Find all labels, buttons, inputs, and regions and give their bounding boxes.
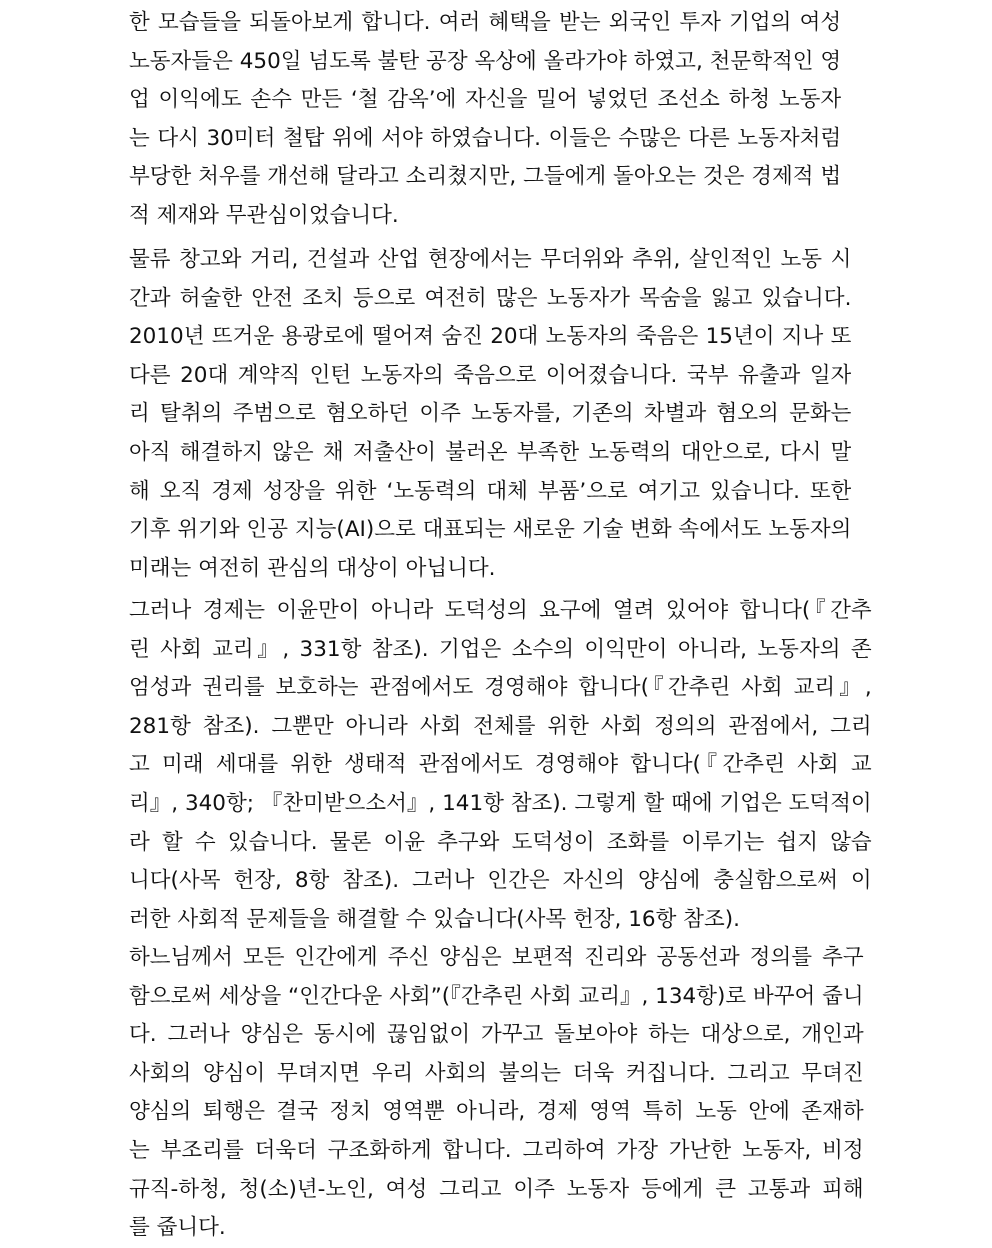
paragraph	[129, 939, 864, 1248]
text-line: 업 이익에도 손수 만든 ‘철 감옥’에 자신을 밀어 넣었던 조선소 하청 노동자	[129, 87, 842, 113]
text-line: 노동자들은 450일 넘도록 불탄 공장 옥상에 올라가야 하였고, 천문학적인 영	[129, 48, 842, 74]
text-line: 리』, 340항; 『찬미받으소서』, 141항 참조). 그렇게 할 때에 기업은 도덕적이	[129, 790, 872, 816]
text-line: 물류 창고와 거리, 건설과 산업 현장에서는 무더위와 추위, 살인적인 노동 시	[129, 247, 852, 272]
text-line: 2010년 뜨거운 용광로에 떨어져 숨진 20대 노동자의 죽음은 15년이 지나 또	[129, 324, 852, 350]
paragraph	[129, 4, 841, 236]
text-line: 고 미래 세대를 위한 생태적 관점에서도 경영해야 합니다(『간추린 사회 교	[129, 752, 872, 778]
text-line: 미래는 여전히 관심의 대상이 아닙니다.	[129, 555, 496, 581]
text-line: 리 탈취의 주범으로 혐오하던 이주 노동자를, 기존의 차별과 혐오의 문화는	[129, 401, 852, 427]
text-line: 부당한 처우를 개선해 달라고 소리쳤지만, 그들에게 돌아오는 것은 경제적 법	[129, 164, 842, 190]
text-line: 엄성과 권리를 보호하는 관점에서도 경영해야 합니다(『간추린 사회 교리』,	[129, 675, 872, 701]
text-line: 는 부조리를 더욱더 구조화하게 합니다. 그리하여 가장 가난한 노동자, 비정	[129, 1137, 864, 1163]
text-line: 니다(사목 헌장, 8항 참조). 그러나 인간은 자신의 양심에 충실함으로써 이	[129, 868, 872, 894]
text-line: 린 사회 교리』, 331항 참조). 기업은 소수의 이익만이 아니라, 노동자의 존	[129, 636, 872, 662]
text-line: 281항 참조). 그뿐만 아니라 사회 전체를 위한 사회 정의의 관점에서, 그리	[129, 713, 872, 739]
text-line: 간과 허술한 안전 조치 등으로 여전히 많은 노동자가 목숨을 잃고 있습니다.	[129, 285, 852, 311]
text-line: 함으로써 세상을 “인간다운 사회”(『간추린 사회 교리』, 134항)로 바꾸어 줍니	[129, 983, 864, 1009]
text-line: 사회의 양심이 무뎌지면 우리 사회의 불의는 더욱 커집니다. 그리고 무뎌진	[129, 1060, 864, 1086]
paragraph	[129, 592, 872, 939]
text-line: 다. 그러나 양심은 동시에 끊임없이 가꾸고 돌보아야 하는 대상으로, 개인과	[129, 1022, 864, 1048]
text-line: 한 모습들을 되돌아보게 합니다. 여러 혜택을 받는 외국인 투자 기업의 여성	[129, 10, 842, 35]
text-line: 해 오직 경제 성장을 위한 ‘노동력의 대체 부품’으로 여기고 있습니다. 또한	[129, 478, 852, 504]
text-line: 규직-하청, 청(소)년-노인, 여성 그리고 이주 노동자 등에게 큰 고통과 피해	[129, 1176, 864, 1202]
text-line: 라 할 수 있습니다. 물론 이윤 추구와 도덕성이 조화를 이루기는 쉽지 않습	[129, 829, 872, 855]
paragraph	[129, 241, 851, 588]
text-line: 러한 사회적 문제들을 해결할 수 있습니다(사목 헌장, 16항 참조).	[129, 906, 740, 932]
text-line: 는 다시 30미터 철탑 위에 서야 하였습니다. 이들은 수많은 다른 노동자처럼	[129, 125, 842, 151]
text-line: 기후 위기와 인공 지능(AI)으로 대표되는 새로운 기술 변화 속에서도 노동자의	[129, 517, 852, 543]
text-line: 를 줍니다.	[129, 1215, 226, 1241]
text-line: 양심의 퇴행은 결국 정치 영역뿐 아니라, 경제 영역 특히 노동 안에 존재하	[129, 1099, 864, 1125]
text-line: 아직 해결하지 않은 채 저출산이 불러온 부족한 노동력의 대안으로, 다시 말	[129, 439, 852, 465]
text-line: 하느님께서 모든 인간에게 주신 양심은 보편적 진리와 공동선과 정의를 추구	[129, 945, 864, 970]
text-line: 그러나 경제는 이윤만이 아니라 도덕성의 요구에 열려 있어야 합니다(『간추	[129, 598, 872, 623]
text-line: 다른 20대 계약직 인턴 노동자의 죽음으로 이어졌습니다. 국부 유출과 일자	[129, 362, 852, 388]
text-line: 적 제재와 무관심이었습니다.	[129, 202, 399, 228]
